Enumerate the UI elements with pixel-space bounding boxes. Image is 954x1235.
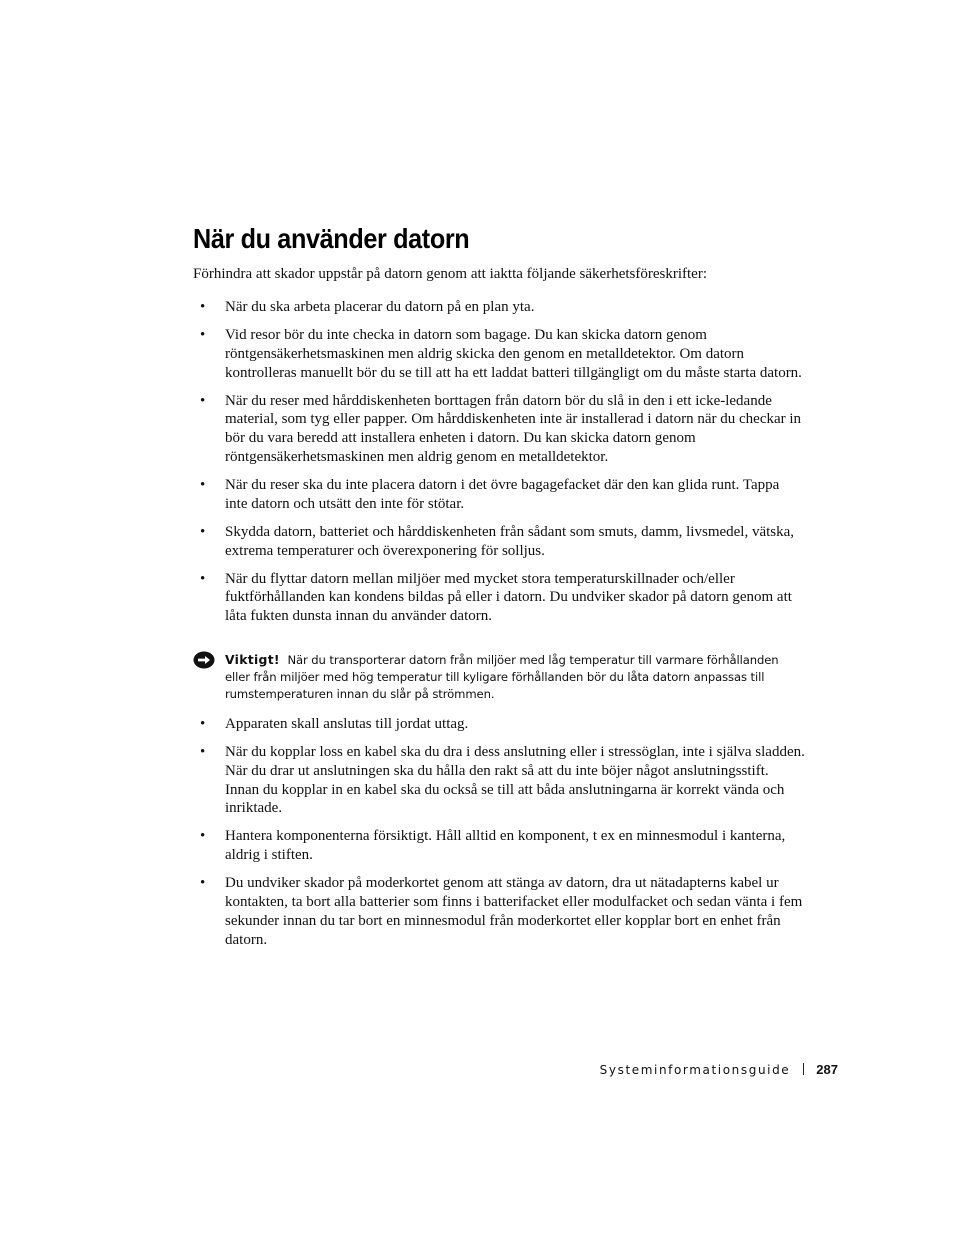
list-item (193, 392, 805, 467)
footer-guide-title: Systeminformationsguide (599, 1063, 791, 1077)
list-item (193, 570, 805, 626)
list-item (193, 476, 805, 514)
notice-body: När du transporterar datorn från miljöer med låg temperatur till varmare förhållanden eller från miljöer med hög temperatur till kyligare förhållanden bör du låta datorn anpassas till rumstemperaturen innan du slår på strömmen. (225, 653, 779, 701)
list-item (193, 298, 805, 317)
list-item-text: Skydda datorn, batteriet och hårddiskenheten från sådant som smuts, damm, livsmedel, vätska, extrema temperaturer och överexponering för solljus. (225, 523, 795, 559)
bullet-symbol: • (200, 523, 206, 540)
notice-box (193, 651, 793, 703)
intro-paragraph: Förhindra att skador uppstår på datorn genom att iaktta följande säkerhetsföreskrifter: (193, 266, 707, 282)
page-footer (600, 1060, 838, 1080)
safety-list-first (193, 298, 813, 635)
page-number: 287 (816, 1062, 838, 1077)
list-item (193, 874, 805, 949)
list-item-text: När du reser ska du inte placera datorn i det övre bagagefacket där den kan glida runt. Tappa inte datorn och utsätt den inte för stötar. (225, 476, 780, 512)
bullet-symbol: • (200, 299, 206, 315)
bullet-symbol: • (200, 828, 206, 845)
list-item-text: När du flyttar datorn mellan miljöer med mycket stora temperaturskillnader och/eller fuktförhållanden kan kondens bildas på eller i datorn. Du undviker skador på datorn genom att låta fukten dunsta innan du använder datorn. (225, 570, 792, 625)
list-item (193, 523, 805, 561)
bullet-symbol: • (200, 476, 206, 493)
bullet-symbol: • (200, 716, 206, 732)
list-item (193, 715, 805, 734)
bullet-symbol: • (200, 875, 206, 892)
notice-arrow-icon (193, 651, 215, 669)
list-item-text: När du reser med hårddiskenheten borttagen från datorn bör du slå in den i ett icke-ledande material, som tyg eller papper. Om hårddiskenheten inte är installerad i datorn när du checkar in bör du vara beredd att installera enheten i datorn. Du kan skicka datorn genom röntgensäkerhetsmaskinen men aldrig genom en metalldetektor. (225, 392, 802, 465)
notice-text (193, 651, 793, 703)
page-title: När du använder datorn (193, 223, 470, 254)
bullet-symbol: • (200, 743, 206, 760)
list-item-text: Apparaten skall anslutas till jordat uttag. (225, 716, 469, 732)
footer-divider (803, 1063, 804, 1075)
list-item-text: När du kopplar loss en kabel ska du dra i dess anslutning eller i stressöglan, inte i själva sladden. När du drar ut anslutningen ska du hålla den rakt så att du inte böjer något anslutningsstift. Innan du kopplar in en kabel ska du också se till att båda anslutningarna är korrekt vända och inriktade. (225, 743, 805, 817)
notice-label: Viktigt! (225, 652, 280, 667)
list-item-text: Du undviker skador på moderkortet genom att stänga av datorn, dra ut nätadapterns kabel ur kontakten, ta bort alla batterier som finns i batterifacket eller modulfacket och sedan vänta i fem sekunder innan du tar bort en minnesmodul från moderkortet eller kopplar bort en enhet från datorn. (225, 875, 803, 948)
bullet-symbol: • (200, 326, 206, 343)
list-item (193, 827, 805, 865)
bullet-symbol: • (200, 392, 206, 409)
list-item (193, 743, 805, 818)
list-item-text: Vid resor bör du inte checka in datorn som bagage. Du kan skicka datorn genom röntgensäkerhetsmaskinen men aldrig skicka den genom en metalldetektor. Om datorn kontrolleras manuellt bör du se till att ha ett laddat batteri tillgängligt om du måste starta datorn. (225, 326, 802, 381)
safety-list-second (193, 715, 813, 959)
bullet-symbol: • (200, 570, 206, 587)
list-item-text: När du ska arbeta placerar du datorn på en plan yta. (225, 299, 535, 315)
list-item-text: Hantera komponenterna försiktigt. Håll alltid en komponent, t ex en minnesmodul i kanterna, aldrig i stiften. (225, 828, 786, 864)
list-item (193, 326, 805, 382)
